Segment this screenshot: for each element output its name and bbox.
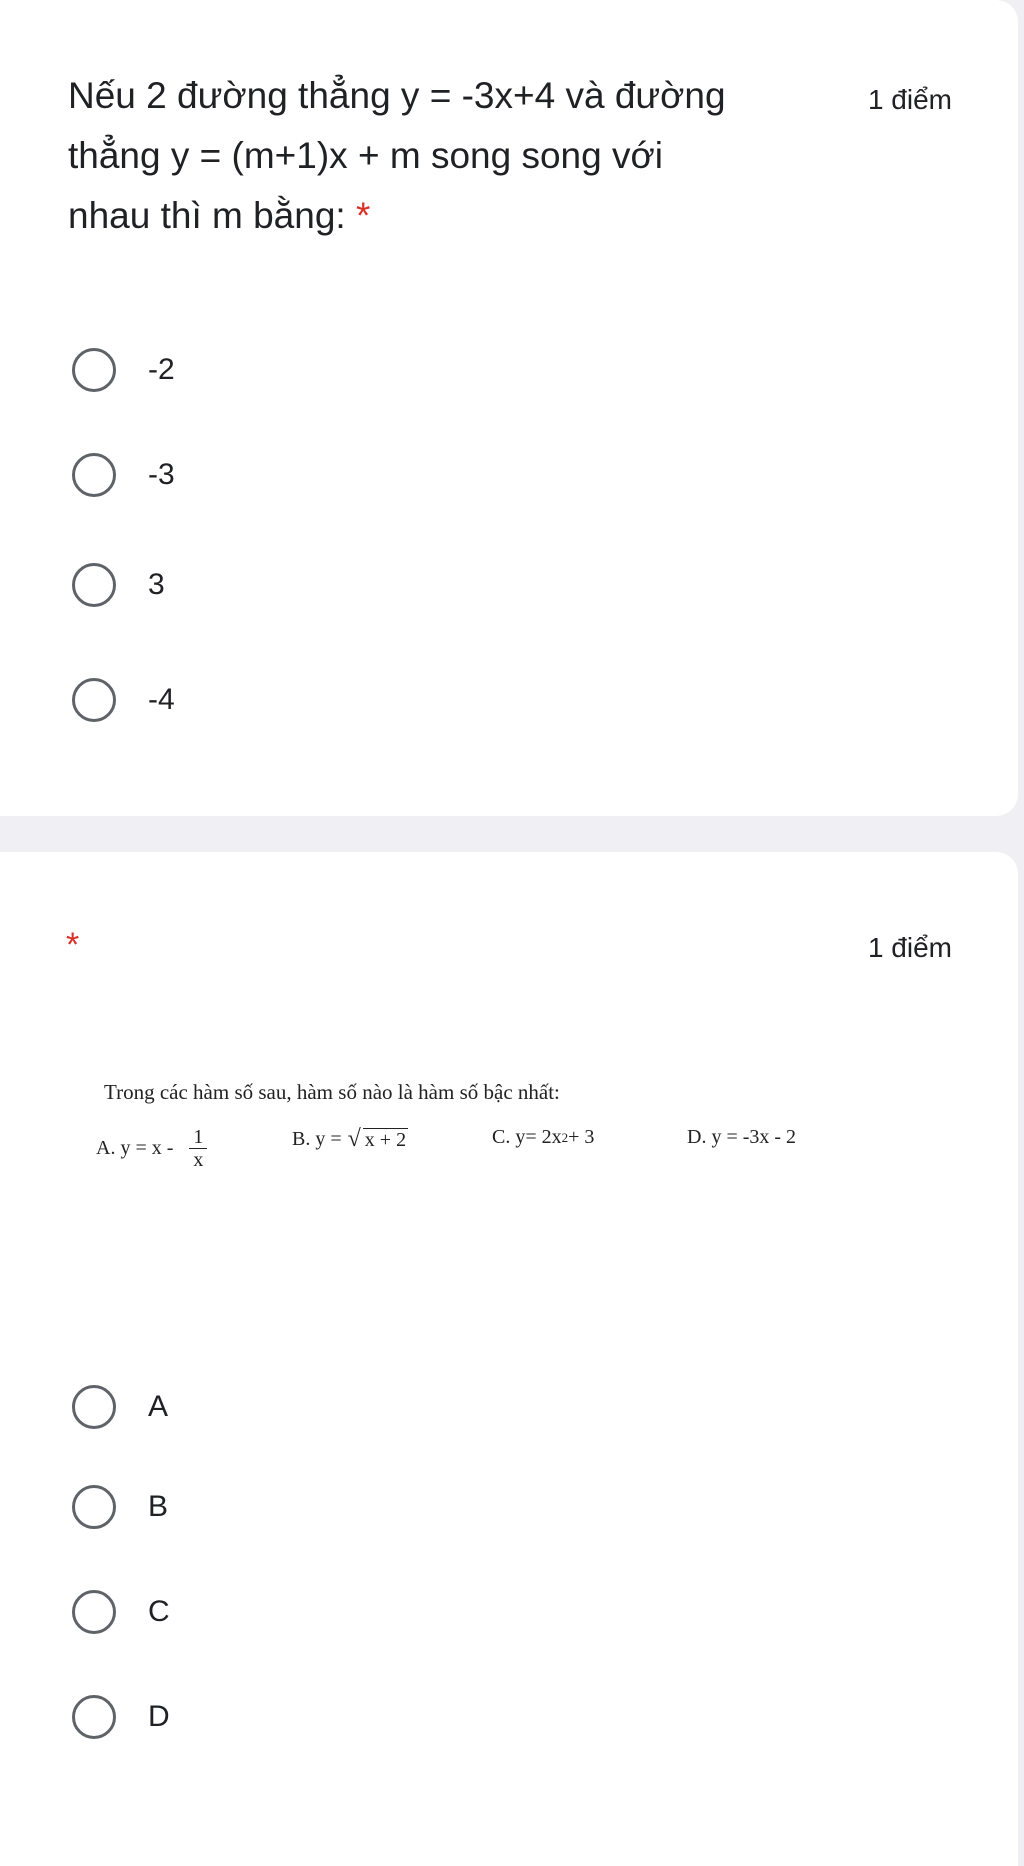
choice-b-formula xyxy=(292,1126,408,1153)
fraction-denominator: x xyxy=(193,1149,204,1171)
option-label: C xyxy=(148,1595,170,1628)
option-q2-b[interactable] xyxy=(72,1482,168,1532)
choice-d-formula: D. y = -3x - 2 xyxy=(687,1126,797,1148)
radio-unchecked-icon[interactable] xyxy=(72,1590,116,1634)
choice-c-formula xyxy=(492,1126,594,1149)
question-card-1 xyxy=(0,0,1018,816)
question-2-prompt: Trong các hàm số sau, hàm số nào là hàm số bậc nhất: xyxy=(104,1080,560,1104)
option-q1-3[interactable] xyxy=(72,560,165,610)
question-1-points: 1 điểm xyxy=(867,84,952,115)
question-2-image xyxy=(96,1080,856,1200)
option-q1-1[interactable] xyxy=(72,345,175,395)
fraction-numerator: 1 xyxy=(189,1126,207,1149)
option-label: -2 xyxy=(148,353,175,386)
option-q2-c[interactable] xyxy=(72,1587,170,1637)
option-label: B xyxy=(148,1490,169,1523)
choice-c-exponent: 2 xyxy=(561,1129,569,1145)
fraction xyxy=(189,1126,207,1171)
question-2-points: 1 điểm xyxy=(867,932,952,963)
required-mark: * xyxy=(66,926,80,964)
radio-unchecked-icon[interactable] xyxy=(72,678,116,722)
option-q2-d[interactable] xyxy=(72,1692,170,1742)
sqrt-icon: √ xyxy=(347,1126,361,1152)
option-label: 3 xyxy=(148,568,165,601)
question-1-title xyxy=(68,66,748,246)
question-1-text: Nếu 2 đường thẳng y = -3x+4 và đường thẳng y = (m+1)x + m song song với nhau thì m bằng: xyxy=(68,75,726,236)
option-q2-a[interactable] xyxy=(72,1382,168,1432)
radio-unchecked-icon[interactable] xyxy=(72,1385,116,1429)
question-card-2 xyxy=(0,852,1018,1866)
option-label: -3 xyxy=(148,458,175,491)
option-label: -4 xyxy=(148,683,175,716)
radio-unchecked-icon[interactable] xyxy=(72,453,116,497)
choice-b-prefix: B. y = xyxy=(292,1128,342,1150)
option-q1-4[interactable] xyxy=(72,675,175,725)
choice-c-prefix: C. y= 2x xyxy=(492,1126,562,1148)
radio-unchecked-icon[interactable] xyxy=(72,563,116,607)
choice-b-radicand: x + 2 xyxy=(364,1128,407,1151)
option-label: D xyxy=(148,1700,170,1733)
radio-unchecked-icon[interactable] xyxy=(72,1695,116,1739)
choice-a-formula xyxy=(96,1126,207,1171)
option-q1-2[interactable] xyxy=(72,450,175,500)
radio-unchecked-icon[interactable] xyxy=(72,348,116,392)
choice-a-prefix: A. y = x - xyxy=(96,1137,174,1159)
required-mark: * xyxy=(355,195,371,236)
radio-unchecked-icon[interactable] xyxy=(72,1485,116,1529)
choice-c-suffix: + 3 xyxy=(568,1126,595,1148)
option-label: A xyxy=(148,1390,169,1423)
